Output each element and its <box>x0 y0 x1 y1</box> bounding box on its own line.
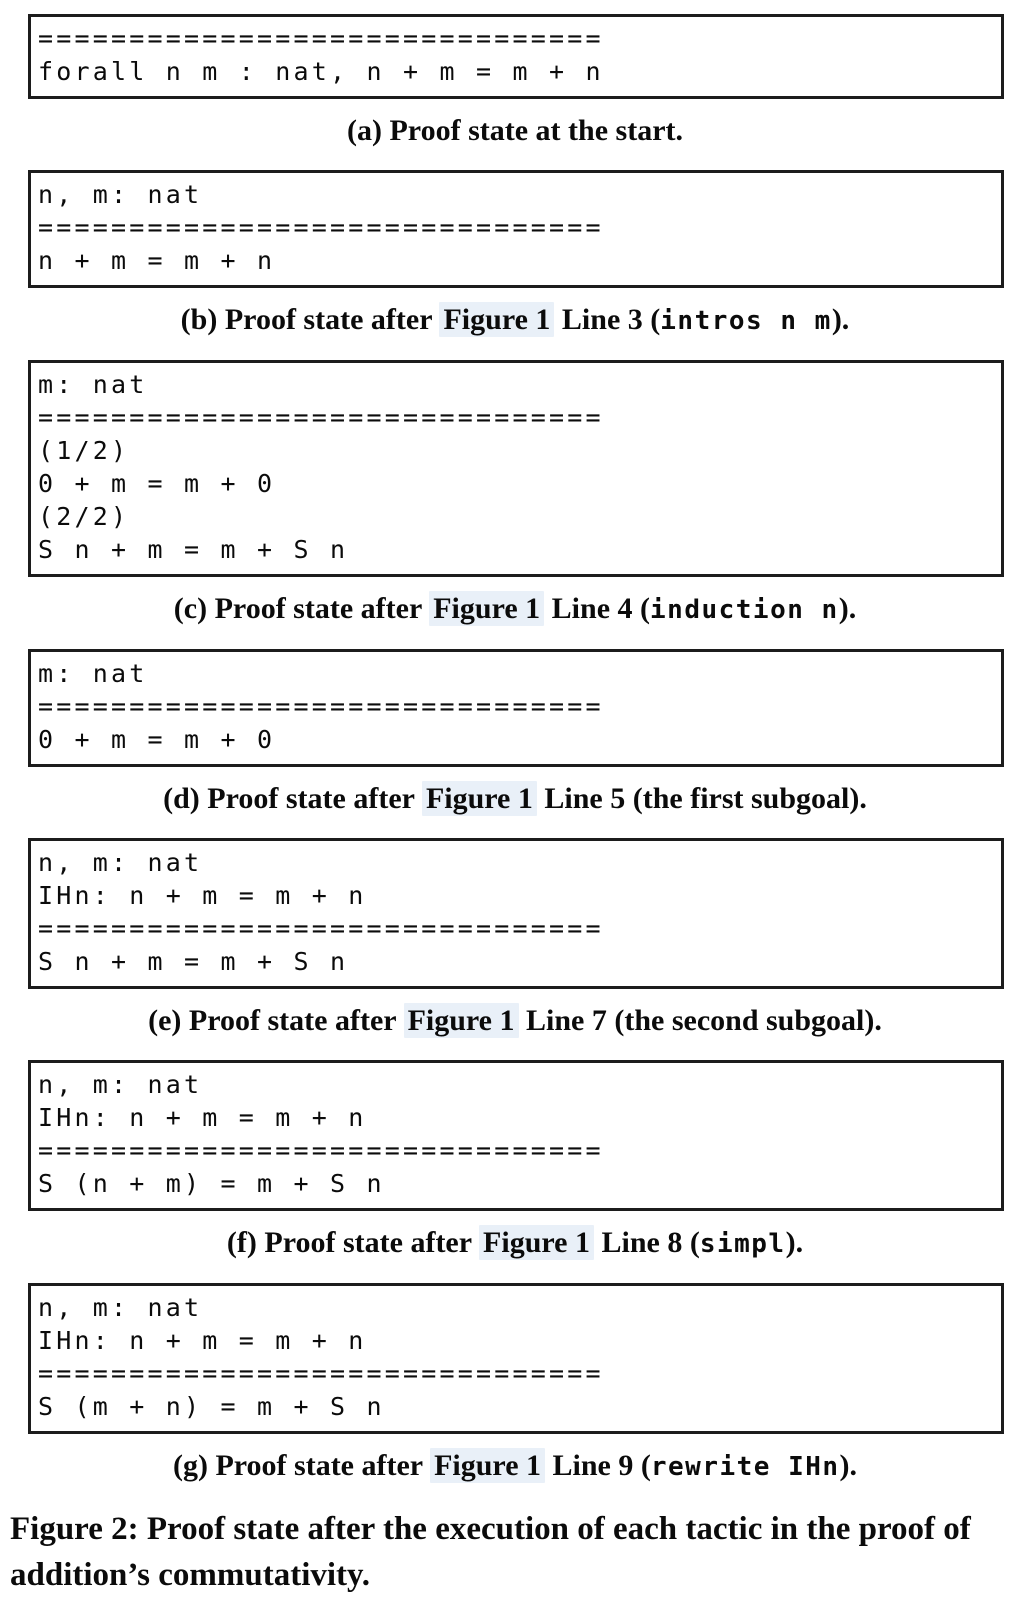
caption-label: (c) <box>173 592 208 625</box>
proof-state-panel-a <box>28 14 1004 99</box>
figure-reference-link[interactable]: Figure 1 <box>422 781 537 816</box>
figure-reference-link[interactable]: Figure 1 <box>439 302 554 337</box>
figure-reference-link[interactable]: Figure 1 <box>404 1003 519 1038</box>
terminal-line: =============================== <box>38 403 604 432</box>
terminal-line: IHn: n + m = m + n <box>38 1326 367 1355</box>
caption-tactic-code: simpl <box>699 1229 786 1259</box>
figure-caption-label: Figure 2: <box>10 1511 139 1547</box>
caption-label: (e) <box>148 1004 182 1037</box>
proof-state-panel-f <box>28 1060 1004 1211</box>
caption-label: (b) <box>180 303 218 336</box>
panel-caption-g <box>24 1449 1006 1484</box>
caption-label: (f) <box>226 1226 257 1259</box>
terminal-line: (2/2) <box>38 502 130 531</box>
caption-tactic-code: intros n m <box>660 306 832 336</box>
terminal-line: n, m: nat <box>38 180 203 209</box>
terminal-line: S (m + n) = m + S n <box>38 1392 385 1421</box>
terminal-line: S n + m = m + S n <box>38 535 349 564</box>
proof-state-panel-b <box>28 170 1004 288</box>
caption-tactic-code: induction n <box>650 595 839 625</box>
caption-text: Proof state after <box>224 303 432 336</box>
panel-caption-d <box>24 782 1006 816</box>
terminal-line: =============================== <box>38 24 604 53</box>
terminal-line: forall n m : nat, n + m = m + n <box>38 57 604 86</box>
terminal-line: 0 + m = m + 0 <box>38 469 276 498</box>
caption-text: Line 8 ( <box>601 1226 700 1259</box>
caption-tactic-code: rewrite IHn <box>650 1452 840 1482</box>
terminal-line: (1/2) <box>38 436 130 465</box>
panel-caption-a <box>24 114 1006 148</box>
terminal-line: n + m = m + n <box>38 246 276 275</box>
terminal-line: m: nat <box>38 659 148 688</box>
caption-label: (a) <box>347 114 382 147</box>
panel-caption-b <box>24 303 1006 338</box>
caption-text: Proof state at the start. <box>389 114 683 147</box>
terminal-line: =============================== <box>38 914 604 943</box>
terminal-line: n, m: nat <box>38 848 203 877</box>
terminal-line: m: nat <box>38 370 148 399</box>
figure-reference-link[interactable]: Figure 1 <box>479 1225 594 1260</box>
caption-text: Proof state after <box>264 1226 472 1259</box>
proof-state-panel-d <box>28 649 1004 767</box>
panel-caption-e <box>24 1004 1006 1038</box>
panel-caption-f <box>24 1226 1006 1261</box>
caption-text: Line 3 ( <box>561 303 661 336</box>
figure-reference-link[interactable]: Figure 1 <box>430 1448 545 1483</box>
terminal-line: =============================== <box>38 1359 604 1388</box>
terminal-line: n, m: nat <box>38 1070 203 1099</box>
terminal-line: =============================== <box>38 213 604 242</box>
caption-text: Line 5 (the first subgoal). <box>544 782 867 815</box>
proof-state-panel-e <box>28 838 1004 989</box>
caption-text: Proof state after <box>214 592 422 625</box>
proof-state-panel-c <box>28 360 1004 577</box>
terminal-line: 0 + m = m + 0 <box>38 725 276 754</box>
terminal-line: =============================== <box>38 692 604 721</box>
terminal-line: IHn: n + m = m + n <box>38 881 367 910</box>
caption-text: Line 4 ( <box>551 592 651 625</box>
caption-text: Proof state after <box>207 782 415 815</box>
figure-caption-text: Proof state after the execution of each tactic in the proof of addition’s commutativity. <box>10 1511 971 1593</box>
terminal-line: IHn: n + m = m + n <box>38 1103 367 1132</box>
caption-text: Proof state after <box>215 1449 423 1482</box>
caption-text: ). <box>831 303 850 336</box>
terminal-line: S (n + m) = m + S n <box>38 1169 385 1198</box>
caption-text: ). <box>839 1449 858 1482</box>
caption-text: Line 9 ( <box>552 1449 651 1482</box>
terminal-line: n, m: nat <box>38 1293 203 1322</box>
figure-caption <box>10 1506 1014 1598</box>
caption-label: (g) <box>172 1449 208 1482</box>
caption-text: ). <box>785 1226 804 1259</box>
panel-caption-c <box>24 592 1006 627</box>
caption-label: (d) <box>163 782 200 815</box>
figure-reference-link[interactable]: Figure 1 <box>429 591 544 626</box>
caption-text: Proof state after <box>188 1004 397 1037</box>
caption-text: Line 7 (the second subgoal). <box>526 1004 882 1037</box>
proof-state-panel-g <box>28 1283 1004 1434</box>
caption-text: ). <box>838 592 857 625</box>
terminal-line: S n + m = m + S n <box>38 947 349 976</box>
terminal-line: =============================== <box>38 1136 604 1165</box>
